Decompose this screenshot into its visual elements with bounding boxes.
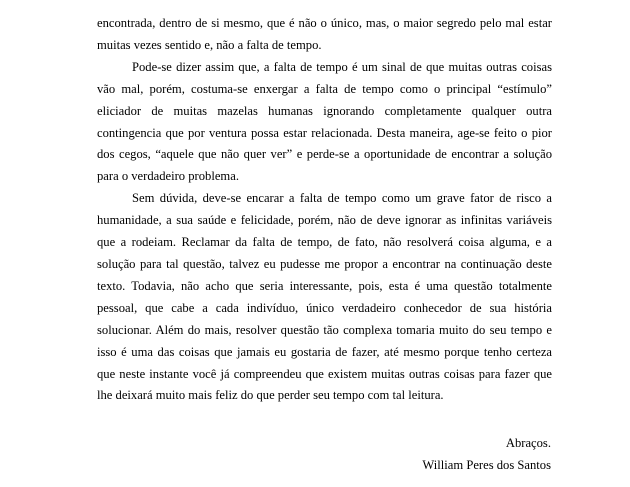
- document-body: [97, 13, 552, 407]
- closing-salutation: Abraços.: [505, 436, 551, 450]
- paragraph-sem-duvida: Sem dúvida, deve-se encarar a falta de tempo como um grave fator de risco a humanidade, a sua saúde e felicidade, porém, não de deve ignorar as infinitas variáveis que a rodeiam. Reclamar da falta de tempo, de fato, não resolverá coisa alguma, e a solução para tal questão, talvez eu pudesse me propor a encontrar na continuação deste texto. Todavia, não acho que seria interessante, pois, esta é uma questão totalmente pessoal, que cabe a cada indivíduo, único verdadeiro conhecedor de sua história solucionar. Além do mais, resolver questão tão complexa tomaria muito do seu tempo e isso é uma das coisas que jamais eu gostaria de fazer, até mesmo porque tenho certeza que neste instante você já compreendeu que existem muitas outras coisas para fazer que lhe deixará muito mais feliz do que perder seu tempo com tal leitura.: [97, 191, 552, 403]
- paragraph-continuation: encontrada, dentro de si mesmo, que é não o único, mas, o maior segredo pelo mal estar muitas vezes sentido e, não a falta de tempo.: [97, 16, 552, 52]
- author-signature: William Peres dos Santos: [422, 457, 551, 472]
- paragraph-falta-de-tempo-sinal: Pode-se dizer assim que, a falta de tempo é um sinal de que muitas outras coisas vão mal, porém, costuma-se enxergar a falta de tempo como o principal “estímulo” eliciador de muitas mazelas humanas ignorando completamente qualquer outra contingencia que por ventura possa estar relacionada. Desta maneira, age-se feito o pior dos cegos, “aquele que não quer ver” e perde-se a oportunidade de encontrar a solução para o verdadeiro problema.: [97, 59, 552, 184]
- letter-closing: [422, 433, 551, 477]
